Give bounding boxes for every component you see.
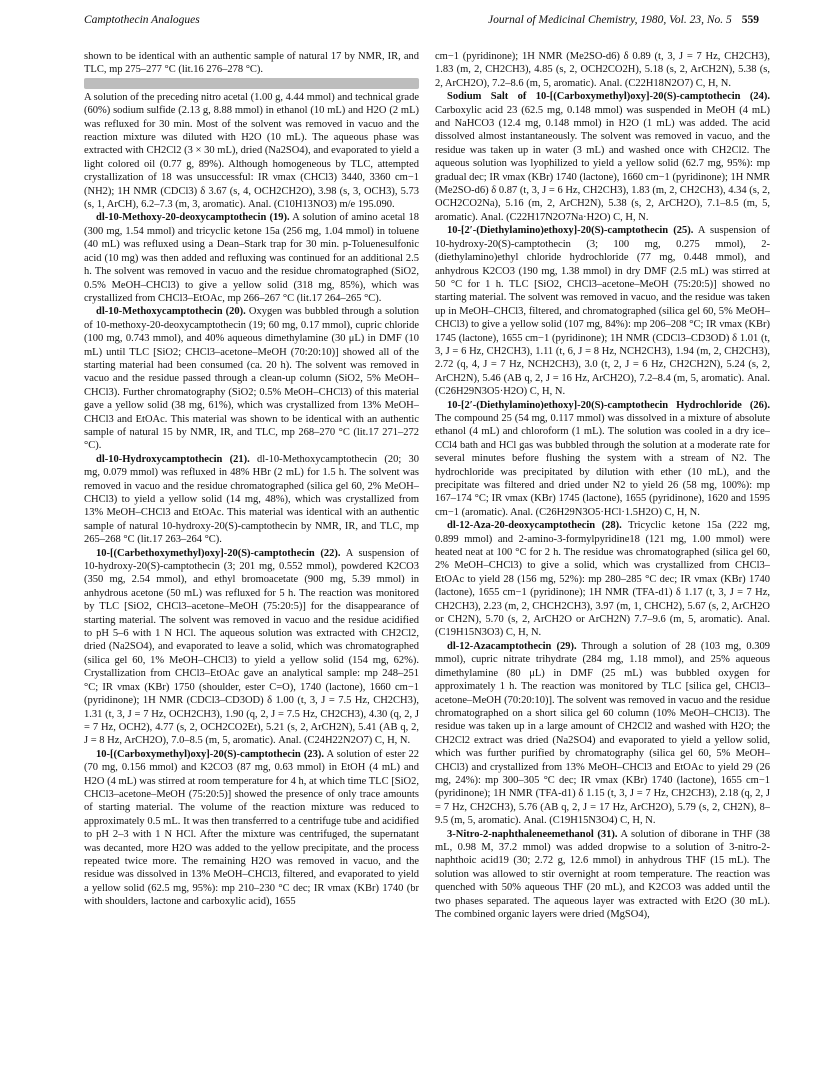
paragraph-text: Carboxylic acid 23 (62.5 mg, 0.148 mmol) was suspended in MeOH (4 mL) and NaHCO3 (12.4 mg, 0.148 mmol) in H2O (1 mL) was added. The acid dissolved almost instantaneously. The solvent was removed in vacuo, and the residue was taken up in water (3 mL) and washed once with CH2Cl2. The aqueous solution was lyophilized to yield a yellow solid (62.7 mg, 95%): mp gradual dec; IR νmax (KBr) 1740 (lactone), 1660 cm−1 (pyridinone); 1H NMR (Me2SO-d6) δ 0.87 (t, 3, J = 6 Hz, CH2CH3), 1.83 (m, 2, CH2CH3), 4.34 (s, 2, OCH2CO2Na), 5.16 (m, 2, ArCH2N), 5.38 (s, 2, ArCH2O), 7.1–8.5 (m, 5, aromatic). Anal. (C22H17N2O7Na·H2O) C, H, N. [435, 104, 770, 223]
paragraph-heading: 10-[2′-(Diethylamino)ethoxy]-20(S)-camptothecin (25). [447, 225, 694, 237]
paragraph [84, 78, 419, 212]
paragraph-heading: 3-Nitro-2-naphthaleneemethanol (31). [447, 828, 618, 840]
paragraph [435, 519, 770, 640]
paragraph-heading: 10-[(Carboxymethyl)oxy]-20(S)-camptothecin (23). [96, 748, 324, 760]
paragraph [435, 90, 770, 224]
paragraph-text: A suspension of 10-hydroxy-20(S)-camptothecin (3; 100 mg, 0.275 mmol), 2-(diethylamino)ethyl chloride hydrochloride (77 mg, 0.448 mmol), and anhydrous K2CO3 (190 mg, 1.38 mmol) in dry DMF (2.5 mL) was stirred at 50 °C for 1 h. TLC [SiO2, CHCl3–acetone–MeOH (75:20:5)] showed no starting material. The solvent was removed in vacuo, and the residue was taken up in MeOH–CHCl3, filtered, and chromatographed (silica gel 60, 5% MeOH–CHCl3) to give a yellow solid (107 mg, 84%): mp 206–208 °C; IR νmax (KBr) 1745 (lactone), 1655 cm−1 (pyridinone); 1H NMR (CDCl3–CD3OD) δ 1.01 (t, 3, J = 6 Hz, CH2CH3), 1.11 (t, 6, J = 8 Hz, NCH2CH3), 1.94 (m, 2, CH2CH3), 2.72 (q, 4, J = 7 Hz, NCH2CH3), 3.0 (t, 2, J = 6 Hz, CH2CH2N), 5.24 (s, 2, ArCH2N), 5.46 (AB q, 2, J = 16 Hz, ArCH2O), 7.2–8.4 (m, 5, aromatic). Anal. (C26H29N3O5·H2O) C, H, N. [435, 225, 770, 398]
paragraph-heading: dl-10-Methoxycamptothecin (20). [96, 306, 246, 318]
paragraph-heading: dl-10-Methoxy-20-deoxycamptothecin (19). [96, 212, 290, 224]
paragraph-heading: dl-12-Aza-20-deoxycamptothecin (28). [447, 520, 622, 532]
journal-name: Journal of Medicinal Chemistry, 1980, Vol. 23, No. 5 [488, 14, 732, 26]
paragraph [84, 453, 419, 547]
paragraph [435, 828, 770, 922]
paragraph [435, 399, 770, 520]
left-column [84, 50, 419, 1050]
paragraph-heading: Sodium Salt of 10-[(Carboxymethyl)oxy]-20(S)-camptothecin (24). [447, 91, 770, 103]
paragraph-heading: dl-10-Hydroxycamptothecin (21). [96, 453, 250, 465]
paragraph-text: Tricyclic ketone 15a (222 mg, 0.899 mmol) and 2-amino-3-formylpyridine18 (121 mg, 1.00 mmol) were heated neat at 100 °C for 2 h. The residue was chromatographed (silica gel 60, 2% MeOH–CHCl3) to give a solid, which was crystallized from CHCl3–EtOAc to yield 28 (156 mg, 52%): mp 280–285 °C dec; IR νmax (KBr) 1740 (lactone), 1655 cm−1 (pyridinone); 1H NMR (TFA-d1) δ 1.17 (t, 3, J = 7 Hz, CH2CH3), 2.23 (m, 2, CHCH2CH3), 3.97 (m, 1, CHCH2), 5.67 (s, 2, ArCH2O or CH2N), 5.70 (s, 2, ArCH2O or ArCH2N) 7.7–9.6 (m, 5, aromatic). Anal. (C19H15N3O3) C, H, N. [435, 520, 770, 639]
paragraph [84, 211, 419, 305]
paragraph-text: shown to be identical with an authentic sample of natural 17 by NMR, IR, and TLC, mp 275–277 °C (lit.16 276–278 °C). [84, 51, 419, 76]
paragraph [435, 640, 770, 828]
paragraph-heading: 10-[(Carbethoxymethyl)oxy]-20(S)-camptothecin (22). [96, 547, 341, 559]
paragraph-heading: dl-12-Azacamptothecin (29). [447, 640, 577, 652]
paragraph-text: dl-10-Methoxycamptothecin (20; 30 mg, 0.079 mmol) was refluxed in 48% HBr (2 mL) for 1.5 h. The solvent was removed in vacuo and the residue chromatographed (silica gel 60, 2% MeOH–CHCl3) to yield a yellow solid (14 mg, 48%), which was crystallized from 13% MeOH–CHCl3 and EtOAc. This material was identical with an authentic sample of natural 10-hydroxy-20(S)-camptothecin by NMR, IR, and TLC, mp 265–268 °C (lit.17 263–264 °C). [84, 453, 419, 546]
paragraph [435, 50, 770, 90]
paragraph-text: Oxygen was bubbled through a solution of 10-methoxy-20-deoxycamptothecin (19; 60 mg, 0.17 mmol), cupric chloride (100 mg, 0.743 mmol), and 40% aqueous dimethylamine (30 μL) in DMF (10 mL) until TLC [SiO2; CHCl3–acetone–MeOH (70:20:10)] showed all of the starting material had been consumed (ca. 20 h). The solvent was removed in vacuo and the residue passed through a clean-up column (SiO2, 5% MeOH–CHCl3). Further chromatography (SiO2; 0.5% MeOH–CHCl3) of this material gave a yellow solid (38 mg, 61%), which was crystallized from 13% MeOH–CHCl3 and EtOAc. This material was shown to be identical with an authentic sample of natural 15 by NMR, IR, and TLC, mp 268–270 °C (lit.17 271–272 °C). [84, 306, 419, 452]
paragraph-text: A suspension of 10-hydroxy-20(S)-camptothecin (3; 201 mg, 0.552 mmol), powdered K2CO3 (350 mg, 2.54 mmol), and ethyl bromoacetate (900 mg, 5.39 mmol) in anhydrous acetone (50 mL) was refluxed for 5 h. The reaction was monitored by TLC [SiO2, CHCl3–acetone–MeOH (75:20:5)] for the disappearance of starting material. The solvent was removed in vacuo and the residue acidified to pH 5–6 with 1 N HCl. The aqueous solution was extracted with CH2Cl2, dried (Na2SO4), and evaporated to leave a solid, which was chromatographed (silica gel 60, 1% MeOH–CHCl3) to yield a yellow solid (154 mg, 62%). Crystallization from CHCl3–EtOAc gave an analytical sample: mp 248–251 °C; IR νmax (KBr) 1750 (shoulder, ester C=O), 1740 (lactone), 1660 cm−1 (pyridinone); 1H NMR (CDCl3–CD3OD) δ 1.00 (t, 3, J = 7.5 Hz, CH2CH3), 1.31 (t, 3, J = 7 Hz, OCH2CH3), 1.90 (q, 2, J = 7.5 Hz, CH2CH3), 4.30 (q, 2, J = 7 Hz, OCH2), 4.77 (s, 2, OCH2CO2Et), 5.21 (s, 2, ArCH2N), 5.41 (AB q, 2, J = 8 Hz, ArCH2O), 7.0–8.5 (m, 5, aromatic). Anal. (C24H22N2O7) C, H, N. [84, 547, 419, 747]
paragraph-text: A solution of amino acetal 18 (300 mg, 1.54 mmol) and tricyclic ketone 15a (256 mg, 1.04 mmol) in toluene (40 mL) was refluxed using a Dean–Stark trap for 30 min. p-Toluenesulfonic acid (10 mg) was then added and refluxing was continued for an additional 2.5 h. The solvent was removed in vacuo and the residue chromatographed (SiO2, 0.5% MeOH–CHCl3) to give a yellow solid (318 mg, 85%), which was crystallized from CHCl3–EtOAc, mp 266–267 °C (lit.17 264–265 °C). [84, 212, 419, 304]
running-header [84, 14, 759, 32]
paragraph [84, 50, 419, 77]
redaction-bar [84, 78, 419, 89]
paragraph [84, 547, 419, 748]
paragraph-text: cm−1 (pyridinone); 1H NMR (Me2SO-d6) δ 0.89 (t, 3, J = 7 Hz, CH2CH3), 1.83 (m, 2, CH2CH3), 4.85 (s, 2, OCH2CO2H), 5.18 (s, 2, ArCH2N), 5.38 (s, 2, ArCH2O), 7.2–8.6 (m, 5, aromatic). Anal. (C22H18N2O7) C, H, N. [435, 51, 770, 89]
paragraph [84, 305, 419, 452]
paragraph-heading: 10-[2′-(Diethylamino)ethoxy]-20(S)-camptothecin Hydrochloride (26). [447, 399, 770, 411]
paragraph [84, 748, 419, 909]
paragraph-text: A solution of ester 22 (70 mg, 0.156 mmol) and K2CO3 (87 mg, 0.63 mmol) in EtOH (4 mL) and H2O (4 mL) was stirred at room temperature for 4 h, at which time TLC [SiO2, CHCl3–acetone–MeOH (75:20:5)] showed the presence of only trace amounts of starting material. The volume of the reaction mixture was reduced to approximately 0.5 mL. It was then transferred to a centrifuge tube and acidified to pH 2–3 with 1 N HCl. After the mixture was centrifuged, the supernatant was decanted, more H2O was added to the yellow precipitate, and the process repeated twice more. The remaining H2O was removed in vacuo, and the residue was dissolved in 13% MeOH–CHCl3, filtered, and evaporated to yield a yellow solid (62.5 mg, 95%): mp 210–230 °C dec; IR νmax (KBr) 1740 (br with shoulders, lactone and carboxylic acid), 1655 [84, 748, 419, 908]
journal-citation [488, 14, 759, 26]
running-title: Camptothecin Analogues [84, 14, 200, 26]
paragraph-text: The compound 25 (54 mg, 0.117 mmol) was dissolved in a mixture of absolute ethanol (4 mL) and chloroform (1 mL). The solution was cooled in a dry ice–CCl4 bath and HCl gas was bubbled through the solution at a moderate rate for several minutes before flushing the system with a stream of N2. The hydrochloride was precipitated by dilution with ether (10 mL), and the precipitate was filtered and dried under N2 to yield 26 (58 mg, 100%): mp 167–174 °C; IR νmax (KBr) 1745 (lactone), 1655 (pyridinone), 1620 and 1595 cm−1 (aromatic). Anal. (C26H29N3O5·HCl·1.5H2O) C, H, N. [435, 412, 770, 518]
paragraph-text: A solution of diborane in THF (38 mL, 0.98 M, 37.2 mmol) was added dropwise to a solution of 3-nitro-2-naphthoic acid19 (30; 2.72 g, 12.6 mmol) in anhydrous THF (15 mL). The solution was allowed to stir overnight at room temperature. The reaction was quenched with 50% aqueous THF (20 mL), and K2CO3 was added until the two phases separated. The aqueous layer was extracted with Et2O (30 mL). The combined organic layers were dried (MgSO4), [435, 828, 770, 920]
paragraph-text: Through a solution of 28 (103 mg, 0.309 mmol), cupric nitrate trihydrate (284 mg, 1.18 mmol), and 25% aqueous dimethylamine (80 μL) in DMF (25 mL) was bubbled oxygen for approximately 1 h. The reaction was monitored by TLC [silica gel, CHCl3–acetone–MeOH (70:20:10)]. The solvent was removed in vacuo and the residue chromatographed on a short silica gel 60 column (10% MeOH–CHCl3). The residue was taken up in a large amount of CH2Cl2 and washed with H2O; the CH2Cl2 extract was dried (Na2SO4) and evaporated to yield a yellow solid, which was further purified by chromatography (silica gel 60, 5% MeOH–CHCl3) and crystallized from 13% MeOH–CHCl3 and EtOAc to yield 29 (26 mg, 24%): mp 300–305 °C dec; IR νmax (KBr) 1740 (lactone), 1655 cm−1 (pyridinone); 1H NMR (TFA-d1) δ 1.15 (t, 3, J = 7 Hz, CH2CH3), 2.18 (q, 2, J = 7 Hz, CH2CH3), 5.76 (AB q, 2, J = 17 Hz, ArCH2O), 5.79 (s, 2, CH2N), 8–9.5 (m, 5, aromatic). Anal. (C19H15N3O4) C, H, N. [435, 640, 770, 827]
page-number: 559 [741, 14, 759, 26]
paragraph [435, 224, 770, 398]
paragraph-text: A solution of the preceding nitro acetal (1.00 g, 4.44 mmol) and technical grade (60%) sodium sulfide (2.13 g, 8.88 mmol) in ethanol (10 mL) and H2O (2 mL) was refluxed for 30 min. Most of the solvent was removed in vacuo and the reaction mixture was diluted with H2O (10 mL). The aqueous phase was extracted with CH2Cl2 (3 × 30 mL), dried (Na2SO4), and evaporated to yield a light colored oil (0.77 g, 89%). Although homogeneous by TLC, attempted crystallization of 18 was unsuccessful: IR νmax (CHCl3) 3440, 3360 cm−1 (NH2); 1H NMR (CDCl3) δ 3.67 (s, 4, OCH2CH2O), 3.98 (s, 3, OCH3), 5.73 (s, 1, ArCH), 6.2–7.3 (m, 3, aromatic). Anal. (C10H13NO3) m/e 195.090. [84, 91, 419, 211]
right-column [435, 50, 770, 1050]
